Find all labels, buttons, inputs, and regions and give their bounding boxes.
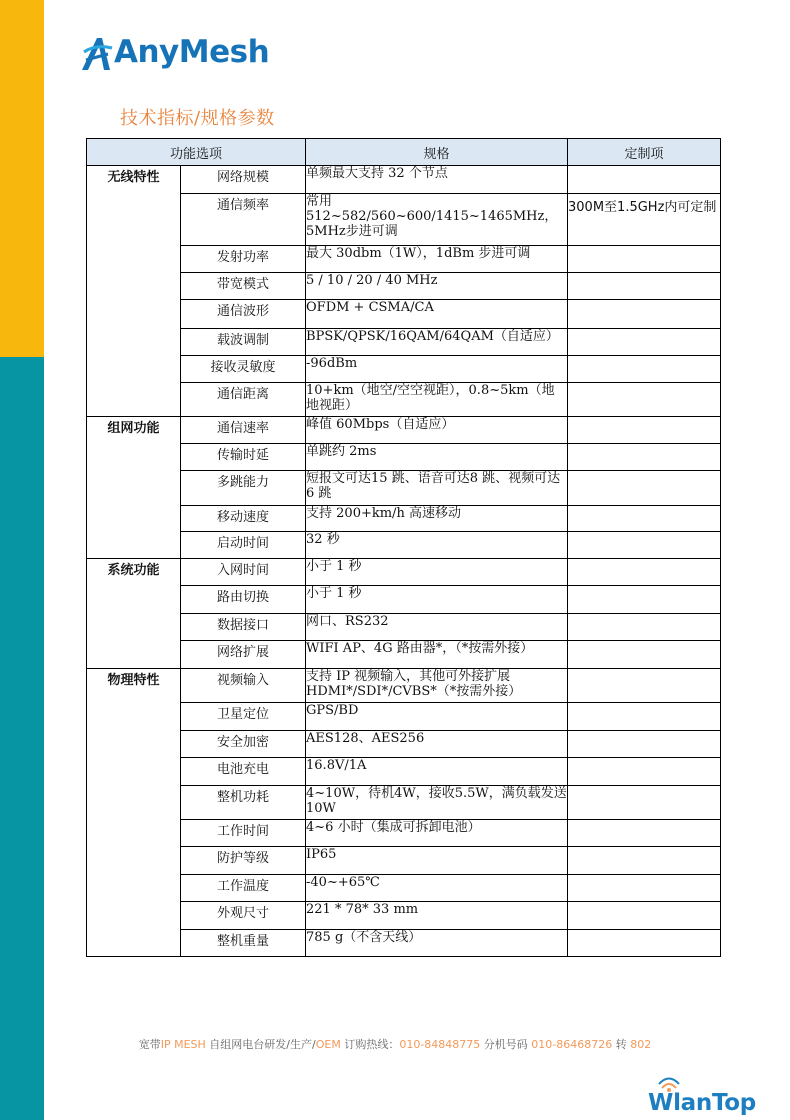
item-cell: 带宽模式 [181, 273, 306, 300]
item-cell: 外观尺寸 [181, 902, 306, 930]
spec-cell: OFDM + CSMA/CA [306, 300, 568, 329]
wlantop-text-b: Top [711, 1090, 756, 1116]
footer-extension-phone: 010-86468726 [531, 1038, 613, 1051]
item-cell: 防护等级 [181, 847, 306, 875]
table-row [87, 586, 721, 614]
header-function: 功能选项 [87, 139, 306, 166]
custom-cell [568, 417, 721, 444]
table-row [87, 194, 721, 246]
item-cell: 网络扩展 [181, 641, 306, 669]
table-row [87, 669, 721, 703]
custom-cell [568, 444, 721, 471]
footer-phone: 010-84848775 [399, 1038, 481, 1051]
spec-cell: 单频最大支持 32 个节点 [306, 166, 568, 194]
table-header-row [87, 139, 721, 166]
left-accent-bar-teal [0, 357, 44, 1120]
category-cell: 系统功能 [87, 559, 181, 669]
table-row [87, 356, 721, 383]
table-row [87, 703, 721, 731]
spec-table-body [87, 166, 721, 957]
footer-text-4: OEM [315, 1038, 341, 1051]
table-row [87, 875, 721, 902]
spec-cell: 峰值 60Mbps（自适应） [306, 417, 568, 444]
custom-cell [568, 614, 721, 641]
spec-cell: 16.8V/1A [306, 758, 568, 786]
custom-cell [568, 586, 721, 614]
category-cell: 物理特性 [87, 669, 181, 957]
item-cell: 整机重量 [181, 930, 306, 957]
footer-text-9: 转 [612, 1038, 631, 1051]
table-row [87, 902, 721, 930]
table-row [87, 847, 721, 875]
table-row [87, 532, 721, 559]
table-row [87, 471, 721, 506]
custom-cell [568, 471, 721, 506]
spec-cell: -96dBm [306, 356, 568, 383]
item-cell: 传输时延 [181, 444, 306, 471]
custom-cell [568, 246, 721, 273]
wlantop-text-a: Wlan [648, 1090, 712, 1116]
header-custom: 定制项 [568, 139, 721, 166]
footer-text-7: 分机号码 [480, 1038, 532, 1051]
item-cell: 工作时间 [181, 820, 306, 847]
item-cell: 数据接口 [181, 614, 306, 641]
spec-cell: 785 g（不含天线） [306, 930, 568, 957]
table-row [87, 300, 721, 329]
spec-cell: 单跳约 2ms [306, 444, 568, 471]
spec-cell: 支持 IP 视频输入，其他可外接扩展 HDMI*/SDI*/CVBS*（*按需外接） [306, 669, 568, 703]
item-cell: 视频输入 [181, 669, 306, 703]
table-row [87, 786, 721, 820]
spec-cell: 常用512~582/560~600/1415~1465MHz，5MHz步进可调 [306, 194, 568, 246]
spec-cell: IP65 [306, 847, 568, 875]
anymesh-logo-icon [80, 34, 114, 72]
table-row [87, 273, 721, 300]
footer-text-2: IP MESH [160, 1038, 206, 1051]
spec-cell: 32 秒 [306, 532, 568, 559]
table-row [87, 731, 721, 758]
spec-cell: 4~10W，待机4W，接收5.5W，满负载发送10W [306, 786, 568, 820]
custom-cell: 300M至1.5GHz内可定制 [568, 194, 721, 246]
logo-text: AnyMesh [114, 34, 270, 70]
spec-table [86, 138, 721, 957]
spec-cell: BPSK/QPSK/16QAM/64QAM（自适应） [306, 329, 568, 356]
custom-cell [568, 559, 721, 586]
custom-cell [568, 329, 721, 356]
item-cell: 工作温度 [181, 875, 306, 902]
spec-cell: 网口、RS232 [306, 614, 568, 641]
item-cell: 发射功率 [181, 246, 306, 273]
left-accent-bar-yellow [0, 0, 44, 357]
footer-text-5: 订购热线： [340, 1038, 400, 1051]
item-cell: 通信频率 [181, 194, 306, 246]
item-cell: 入网时间 [181, 559, 306, 586]
spec-cell: 支持 200+km/h 高速移动 [306, 506, 568, 532]
table-row [87, 329, 721, 356]
footer-extension: 802 [630, 1038, 652, 1051]
spec-cell: 5 / 10 / 20 / 40 MHz [306, 273, 568, 300]
custom-cell [568, 930, 721, 957]
custom-cell [568, 786, 721, 820]
footer-text-1: 宽带 [138, 1038, 161, 1051]
wlantop-logo [648, 1076, 756, 1118]
table-row [87, 444, 721, 471]
table-row [87, 930, 721, 957]
item-cell: 通信波形 [181, 300, 306, 329]
item-cell: 安全加密 [181, 731, 306, 758]
item-cell: 移动速度 [181, 506, 306, 532]
custom-cell [568, 847, 721, 875]
item-cell: 电池充电 [181, 758, 306, 786]
spec-cell: 最大 30dbm（1W），1dBm 步进可调 [306, 246, 568, 273]
spec-cell: WIFI AP、4G 路由器*，（*按需外接） [306, 641, 568, 669]
spec-cell: 10+km（地空/空空视距），0.8~5km（地地视距） [306, 383, 568, 417]
spec-cell: GPS/BD [306, 703, 568, 731]
item-cell: 路由切换 [181, 586, 306, 614]
footer-text-3: 自组网电台研发/生产/ [205, 1038, 316, 1051]
header-spec: 规格 [306, 139, 568, 166]
custom-cell [568, 641, 721, 669]
item-cell: 通信速率 [181, 417, 306, 444]
item-cell: 多跳能力 [181, 471, 306, 506]
custom-cell [568, 669, 721, 703]
custom-cell [568, 356, 721, 383]
item-cell: 启动时间 [181, 532, 306, 559]
table-row [87, 559, 721, 586]
spec-cell: 小于 1 秒 [306, 559, 568, 586]
custom-cell [568, 166, 721, 194]
custom-cell [568, 532, 721, 559]
item-cell: 整机功耗 [181, 786, 306, 820]
table-row [87, 614, 721, 641]
item-cell: 网络规模 [181, 166, 306, 194]
table-row [87, 383, 721, 417]
footer-contact [0, 1036, 790, 1052]
custom-cell [568, 731, 721, 758]
spec-cell: 221 * 78* 33 mm [306, 902, 568, 930]
custom-cell [568, 902, 721, 930]
table-row [87, 758, 721, 786]
spec-cell: -40~+65℃ [306, 875, 568, 902]
item-cell: 载波调制 [181, 329, 306, 356]
custom-cell [568, 758, 721, 786]
item-cell: 接收灵敏度 [181, 356, 306, 383]
custom-cell [568, 300, 721, 329]
table-row [87, 246, 721, 273]
wlantop-logo-text [648, 1090, 756, 1116]
spec-cell: 短报文可达15 跳、语音可达8 跳、视频可达6 跳 [306, 471, 568, 506]
custom-cell [568, 273, 721, 300]
spec-cell: 4~6 小时（集成可拆卸电池） [306, 820, 568, 847]
spec-cell: 小于 1 秒 [306, 586, 568, 614]
custom-cell [568, 383, 721, 417]
table-row [87, 417, 721, 444]
table-row [87, 641, 721, 669]
table-row [87, 820, 721, 847]
custom-cell [568, 820, 721, 847]
anymesh-logo [80, 30, 269, 72]
item-cell: 卫星定位 [181, 703, 306, 731]
item-cell: 通信距离 [181, 383, 306, 417]
table-row [87, 506, 721, 532]
custom-cell [568, 703, 721, 731]
custom-cell [568, 875, 721, 902]
category-cell: 无线特性 [87, 166, 181, 417]
spec-cell: AES128、AES256 [306, 731, 568, 758]
table-row [87, 166, 721, 194]
category-cell: 组网功能 [87, 417, 181, 559]
custom-cell [568, 506, 721, 532]
section-title: 技术指标/规格参数 [120, 108, 275, 129]
